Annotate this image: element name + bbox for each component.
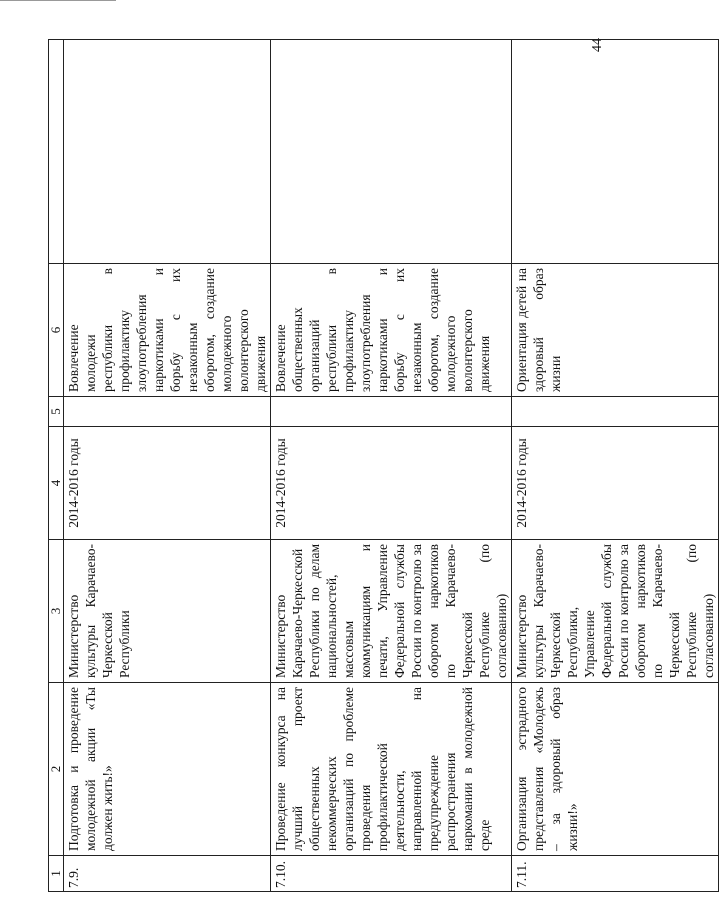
header-cell: 1 <box>49 856 64 892</box>
empty-cell <box>512 40 719 264</box>
header-cell: 2 <box>49 683 64 856</box>
executor-cell: Министерство Карачаево-Черкесской Республики по делам национальностей, массовым коммуникациям и печати, Управление Федеральной службы России по контролю за оборотом наркотиков по Карачаево-Черкесской Республике (по согласованию) <box>271 540 512 683</box>
row-number: 7.11. <box>512 856 719 892</box>
event-cell: Подготовка и проведение молодежной акции «Ты должен жить!» <box>64 683 271 856</box>
row-number: 7.10. <box>271 856 512 892</box>
funding-cell <box>512 397 719 427</box>
empty-cell <box>64 40 271 264</box>
table-row <box>64 40 271 892</box>
table-row <box>271 40 512 892</box>
header-cell: 5 <box>49 397 64 427</box>
executor-cell: Министерство культуры Карачаево-Черкесской Республики, Управление Федеральной службы России по контролю за оборотом наркотиков по Карачаево-Черкесской Республике (по согласованию) <box>512 540 719 683</box>
plan-table <box>48 39 719 892</box>
page-number: 44 <box>590 38 605 52</box>
result-cell: Вовлечение общественных организаций республики в профилактику злоупотребления наркотиками и борьбу с их незаконным оборотом, создание молодежного волонтерского движения <box>271 264 512 397</box>
result-cell: Ориентация детей на здоровый образ жизни <box>512 264 719 397</box>
event-cell: Организация эстрадного представления «Молодежь – за здоровый образ жизни!» <box>512 683 719 856</box>
period-cell: 2014-2016 годы <box>271 427 512 540</box>
scan-artifact-line <box>0 0 116 1</box>
executor-cell: Министерство культуры Карачаево-Черкесской Республики <box>64 540 271 683</box>
event-cell: Проведение конкурса на лучший проект общественных некоммерческих организаций по проблеме проведения профилактической деятельности, направленной на предупреждение распространения наркомании в молодежной среде <box>271 683 512 856</box>
header-cell: 4 <box>49 427 64 540</box>
funding-cell <box>271 397 512 427</box>
period-cell: 2014-2016 годы <box>512 427 719 540</box>
empty-cell <box>271 40 512 264</box>
header-cell: 6 <box>49 264 64 397</box>
table-row <box>512 40 719 892</box>
funding-cell <box>64 397 271 427</box>
result-cell: Вовлечение молодежи республики в профилактику злоупотребления наркотиками и борьбу с их незаконным оборотом, создание молодежного волонтерского движения <box>64 264 271 397</box>
row-number: 7.9. <box>64 856 271 892</box>
empty-header-cell <box>49 40 64 264</box>
period-cell: 2014-2016 годы <box>64 427 271 540</box>
header-row <box>49 40 64 892</box>
header-cell: 3 <box>49 540 64 683</box>
